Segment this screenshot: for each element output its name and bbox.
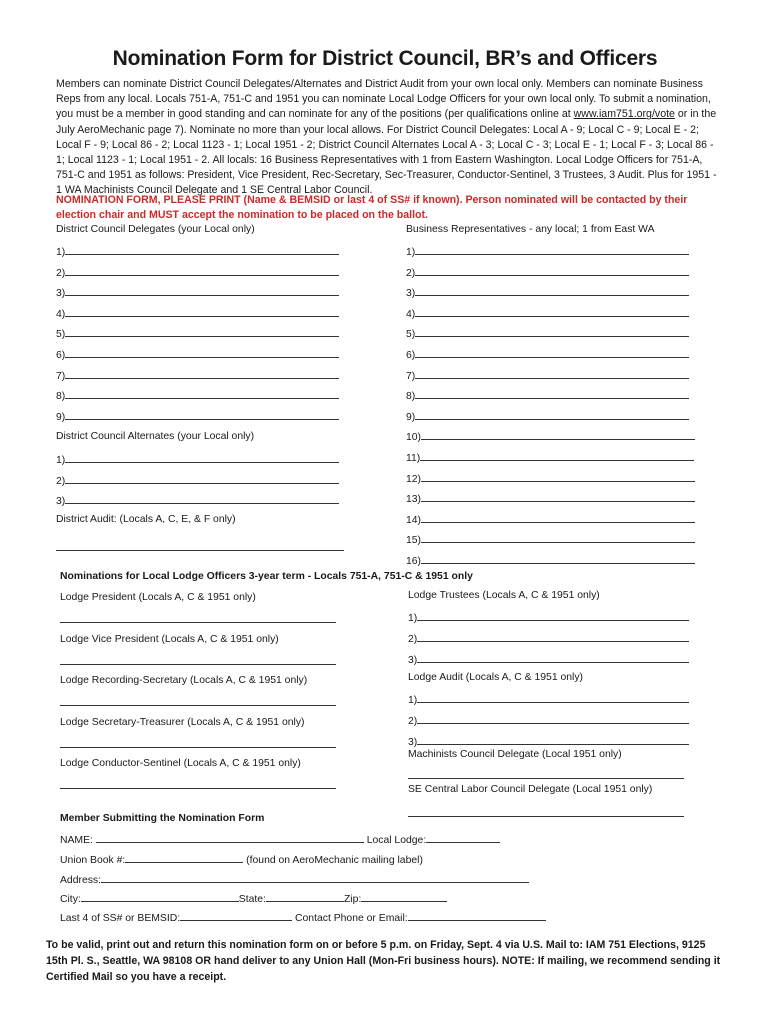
address-row <box>60 872 529 886</box>
dc-alternate-field[interactable] <box>65 473 339 484</box>
br-field[interactable] <box>415 388 689 399</box>
dc-alternate-number: 3) <box>56 496 66 508</box>
se-central-field[interactable] <box>408 816 684 817</box>
dc-delegate-number: 8) <box>56 391 66 403</box>
city-field[interactable] <box>81 891 239 902</box>
trustees-label: Lodge Trustees (Locals A, C & 1951 only) <box>408 590 600 601</box>
audit-field[interactable] <box>417 713 689 724</box>
state-field[interactable] <box>266 891 344 902</box>
br-field[interactable] <box>415 285 689 296</box>
br-field[interactable] <box>415 306 689 317</box>
br-row <box>406 491 695 505</box>
union-book-label: Union Book #: <box>60 855 126 866</box>
dc-alternate-field[interactable] <box>65 452 339 463</box>
dc-alternate-field[interactable] <box>65 493 339 504</box>
submitter-heading: Member Submitting the Nomination Form <box>60 813 265 824</box>
name-label: NAME: <box>60 835 93 846</box>
address-label: Address: <box>60 875 102 886</box>
officer-position-label: Lodge President (Locals A, C & 1951 only) <box>60 592 256 603</box>
dc-delegate-number: 4) <box>56 308 66 320</box>
dc-alternates-label: District Council Alternates (your Local only) <box>56 431 255 442</box>
intro-paragraph <box>56 77 720 199</box>
trustee-number: 2) <box>408 634 418 645</box>
machinists-field[interactable] <box>408 778 684 779</box>
audit-field[interactable] <box>417 734 689 745</box>
local-lodge-label: Local Lodge: <box>366 835 427 846</box>
trustee-row <box>408 652 689 666</box>
vote-link[interactable]: www.iam751.org/vote <box>573 108 675 121</box>
audit-number: 3) <box>408 737 418 748</box>
dc-delegate-number: 5) <box>56 329 66 341</box>
br-number: 9) <box>406 411 416 423</box>
machinists-label: Machinists Council Delegate (Local 1951 only) <box>408 749 622 760</box>
br-number: 8) <box>406 391 416 403</box>
br-field[interactable] <box>415 244 689 255</box>
br-row <box>406 368 689 382</box>
officer-position-field[interactable] <box>60 664 336 665</box>
zip-field[interactable] <box>361 891 447 902</box>
br-field[interactable] <box>421 429 695 440</box>
br-field[interactable] <box>421 491 695 502</box>
officer-position-field[interactable] <box>60 788 336 789</box>
intro-text-1: Members can nominate District Council Delegates/Alternates and District Audit from your own local only. Members can nominate Business Reps from any local. Locals 751-A, 751-C and 1951 you can nominate Local Lodge Officers for your own local only. To submit a nomination, you must be a member in good standing and can nominate for any of the positions (per qualifications online at <box>56 78 711 121</box>
br-field[interactable] <box>415 368 689 379</box>
br-row <box>406 347 689 361</box>
br-field[interactable] <box>415 409 689 420</box>
officers-heading: Nominations for Local Lodge Officers 3-year term - Locals 751-A, 751-C & 1951 only <box>60 571 473 582</box>
br-row <box>406 450 694 464</box>
officer-position-label: Lodge Conductor-Sentinel (Locals A, C & 1951 only) <box>60 758 301 769</box>
trustee-field[interactable] <box>417 631 689 642</box>
union-book-note: (found on AeroMechanic mailing label) <box>246 855 423 866</box>
local-lodge-field[interactable] <box>426 832 500 843</box>
audit-row <box>408 713 689 727</box>
br-row <box>406 471 695 485</box>
br-number: 5) <box>406 329 416 341</box>
union-book-field[interactable] <box>125 852 243 863</box>
form-title: Nomination Form for District Council, BR’s and Officers <box>112 47 658 70</box>
name-row <box>60 832 500 846</box>
trustee-field[interactable] <box>417 610 689 621</box>
intro-text-2: or in the July AeroMechanic page 7). Nominate no more than your local allows. For District Council Delegates: Local A - 9; Local C - 9; Local E - 2; Local F - 9; Local 86 - 2; Local 1123 - 1; Local 1951 - 2; District Council Alternates Local A - 3; Local C - 3; Local E - 1; Local F - 3; Local 86 - 1; Local 1123 - 1; Local 1951 - 2. All locals: 16 Business Representatives with 1 from Eastern Washington. Local Lodge Officers for 751-A, 751-C and 1951 as follows: President, Vice President, Rec-Secretary, Sec-Treasurer, Conductor-Sentinel, 3 Trustees, 3 Audit. Plus for 1951 - 1 WA Machinists Council Delegate and 1 SE Central Labor Council. <box>56 108 717 197</box>
br-number: 7) <box>406 370 416 382</box>
dc-alternate-number: 1) <box>56 455 66 466</box>
br-row <box>406 553 695 567</box>
br-field[interactable] <box>420 450 694 461</box>
dc-delegate-field[interactable] <box>65 306 339 317</box>
br-number: 6) <box>406 350 416 361</box>
br-row <box>406 512 695 526</box>
dc-alternate-row <box>56 473 339 487</box>
last4-label: Last 4 of SS# or BEMSID: <box>60 913 181 924</box>
officer-position-field[interactable] <box>60 622 336 623</box>
dc-delegate-field[interactable] <box>65 409 339 420</box>
br-row <box>406 244 689 258</box>
dc-delegate-row <box>56 368 339 382</box>
trustee-field[interactable] <box>417 652 689 663</box>
phone-email-label: Contact Phone or Email: <box>295 913 408 924</box>
se-central-label: SE Central Labor Council Delegate (Local 1951 only) <box>408 784 653 795</box>
last4-field[interactable] <box>180 910 292 921</box>
dc-delegate-number: 6) <box>56 350 66 361</box>
last4-row <box>60 910 546 924</box>
br-number: 1) <box>406 247 416 258</box>
dc-delegate-number: 7) <box>56 370 66 382</box>
audit-number: 1) <box>408 695 418 706</box>
dc-delegate-row <box>56 244 339 258</box>
audit-number: 2) <box>408 716 418 727</box>
br-field[interactable] <box>421 512 695 523</box>
dc-delegate-number: 3) <box>56 288 66 300</box>
officer-position-field[interactable] <box>60 705 336 706</box>
dc-delegate-field[interactable] <box>65 388 339 399</box>
dc-delegate-field[interactable] <box>65 347 339 358</box>
br-row <box>406 429 695 443</box>
city-label: City: <box>60 894 81 905</box>
br-field[interactable] <box>415 347 689 358</box>
officer-position-label: Lodge Vice President (Locals A, C & 1951 only) <box>60 633 279 645</box>
dc-audit-label: District Audit: (Locals A, C, E, & F only) <box>56 514 236 525</box>
br-field[interactable] <box>421 532 695 543</box>
br-number: 16) <box>406 556 422 567</box>
br-number: 4) <box>406 308 416 320</box>
br-number: 15) <box>406 535 422 547</box>
br-field[interactable] <box>421 553 695 564</box>
br-label: Business Representatives - any local; 1 from East WA <box>406 224 655 235</box>
dc-delegate-number: 2) <box>56 267 66 279</box>
dc-delegate-row <box>56 306 339 320</box>
br-row <box>406 306 689 320</box>
union-book-row <box>60 852 423 866</box>
dc-audit-field[interactable] <box>56 550 344 551</box>
br-row <box>406 532 695 546</box>
dc-alternate-row <box>56 493 339 507</box>
br-row <box>406 409 689 423</box>
dc-delegate-row <box>56 326 339 340</box>
audit-label: Lodge Audit (Locals A, C & 1951 only) <box>408 672 584 683</box>
dc-delegate-row <box>56 347 339 361</box>
trustee-number: 1) <box>408 613 418 624</box>
br-row <box>406 265 689 279</box>
city-row <box>60 891 447 905</box>
officer-position-label: Lodge Recording-Secretary (Locals A, C & 1951 only) <box>60 675 308 686</box>
br-number: 14) <box>406 514 422 526</box>
br-row <box>406 326 689 340</box>
br-number: 3) <box>406 288 416 300</box>
br-row <box>406 285 689 299</box>
dc-delegates-label: District Council Delegates (your Local only) <box>56 224 255 235</box>
print-notice: NOMINATION FORM, PLEASE PRINT (Name & BEMSID or last 4 of SS# if known). Person nominated will be contacted by their election chair and MUST accept the nomination to be placed on the ballot. <box>56 194 688 221</box>
br-field[interactable] <box>415 265 689 276</box>
phone-email-field[interactable] <box>408 910 546 921</box>
footer-instructions: To be valid, print out and return this nomination form on or before 5 p.m. on Friday, Sept. 4 via U.S. Mail to: IAM 751 Elections, 9125 15th Pl. S., Seattle, WA 98108 OR hand deliver to any Union Hall (Mon-Fri business hours). NOTE: If mailing, we recommend sending it Certified Mail so you have a receipt. <box>46 939 721 983</box>
br-row <box>406 388 689 402</box>
dc-delegate-number: 1) <box>56 247 66 258</box>
br-number: 13) <box>406 494 422 506</box>
dc-alternate-row <box>56 452 339 466</box>
name-field[interactable] <box>96 832 364 843</box>
dc-delegate-field[interactable] <box>65 285 339 296</box>
dc-delegate-row <box>56 265 339 279</box>
zip-label: Zip: <box>343 894 362 905</box>
dc-delegate-row <box>56 388 339 402</box>
dc-delegate-field[interactable] <box>65 326 339 337</box>
dc-delegate-field[interactable] <box>65 368 339 379</box>
state-label: State: <box>238 894 266 905</box>
dc-alternate-number: 2) <box>56 475 66 487</box>
audit-field[interactable] <box>417 692 689 703</box>
trustee-row <box>408 631 689 645</box>
officer-position-label: Lodge Secretary-Treasurer (Locals A, C & 1951 only) <box>60 716 305 728</box>
dc-delegate-number: 9) <box>56 411 66 423</box>
trustee-row <box>408 610 689 624</box>
dc-delegate-row <box>56 409 339 423</box>
br-number: 11) <box>406 453 421 464</box>
br-number: 12) <box>406 473 422 485</box>
br-field[interactable] <box>415 326 689 337</box>
trustee-number: 3) <box>408 655 418 666</box>
audit-row <box>408 734 689 748</box>
address-field[interactable] <box>101 872 529 883</box>
br-number: 10) <box>406 432 422 444</box>
officer-position-field[interactable] <box>60 747 336 748</box>
dc-delegate-row <box>56 285 339 299</box>
br-number: 2) <box>406 267 416 279</box>
dc-delegate-field[interactable] <box>65 244 339 255</box>
br-field[interactable] <box>421 471 695 482</box>
audit-row <box>408 692 689 706</box>
dc-delegate-field[interactable] <box>65 265 339 276</box>
